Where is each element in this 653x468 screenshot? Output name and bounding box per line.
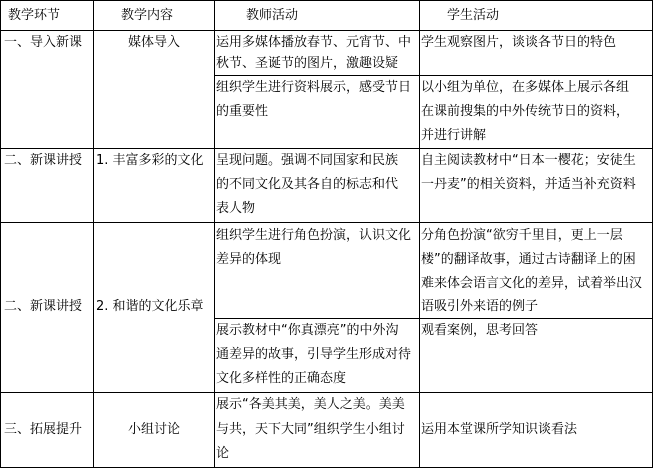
row1-teacher-line2: 秋节、圣诞节的图片，激趣设疑 [216,56,399,71]
row4-teacher-line1: 组织学生进行角色扮演，认识文化 [216,228,412,243]
grid-line [93,0,94,468]
row4-teacher-line2: 差异的体现 [216,252,282,267]
row1-student-line1: 学生观察图片，谈谈各节日的特色 [421,35,617,50]
row3-teacher-line2: 的不同文化及其各自的标志和代 [216,177,399,192]
grid-line [0,0,653,1]
row4-content: 2. 和谐的文化乐章 [96,299,204,314]
row1-content: 媒体导入 [127,35,180,50]
row2-teacher-line1: 组织学生进行资料展示，感受节日 [216,80,412,95]
header-teacher: 教师活动 [246,8,299,23]
row4-student-line3: 难来体会语言文化的差异，试着举出汉 [421,276,643,291]
row5-teacher-line2: 通差异的故事，引导学生形成对待 [216,347,412,362]
row3-stage: 二、新课讲授 [4,153,83,168]
row4-student-line2: 楼”的翻译故事，通过古诗翻译上的困 [421,252,636,267]
row2-teacher-line2: 的重要性 [216,104,269,119]
row2-student-line3: 并进行讲解 [421,128,487,143]
row6-teacher-line1: 展示“各美其美，美人之美。美美 [216,397,405,412]
grid-line [214,0,215,468]
row4-student-line1: 分角色扮演“欲穷千里目，更上一层 [421,228,623,243]
row3-teacher-line3: 表人物 [216,201,256,216]
row6-teacher-line2: 与共，天下大同”组织学生小组讨 [216,422,405,437]
grid-line [0,0,1,468]
row1-stage: 一、导入新课 [4,35,83,50]
grid-line [419,0,420,468]
header-content: 教学内容 [121,8,174,23]
row6-teacher-line3: 论 [216,446,230,461]
row4-stage: 二、新课讲授 [4,299,83,314]
row6-student-line1: 运用本堂课所学知识谈看法 [421,422,578,437]
grid-line [0,222,653,223]
header-stage: 教学环节 [8,8,61,23]
row5-student-line1: 观看案例，思考回答 [421,323,539,338]
header-student: 学生活动 [447,8,500,23]
row6-content: 小组讨论 [127,422,180,437]
row1-teacher-line1: 运用多媒体播放春节、元宵节、中 [216,35,412,50]
row3-student-line2: 一丹麦”的相关资料，并适当补充资料 [421,177,636,192]
row5-teacher-line1: 展示教材中“你真漂亮”的中外沟 [216,323,399,338]
row3-content: 1. 丰富多彩的文化 [96,153,204,168]
row3-student-line1: 自主阅读教材中“日本一樱花；安徒生 [421,153,636,168]
row3-teacher-line1: 呈现问题。强调不同国家和民族 [216,153,399,168]
row2-student-line1: 以小组为单位，在多媒体上展示各组 [421,80,630,95]
row5-teacher-line3: 文化多样性的正确态度 [216,371,347,386]
row4-student-line4: 语吸引外来语的例子 [421,299,539,314]
row2-student-line2: 在课前搜集的中外传统节日的资料， [421,104,630,119]
row6-stage: 三、拓展提升 [4,422,83,437]
